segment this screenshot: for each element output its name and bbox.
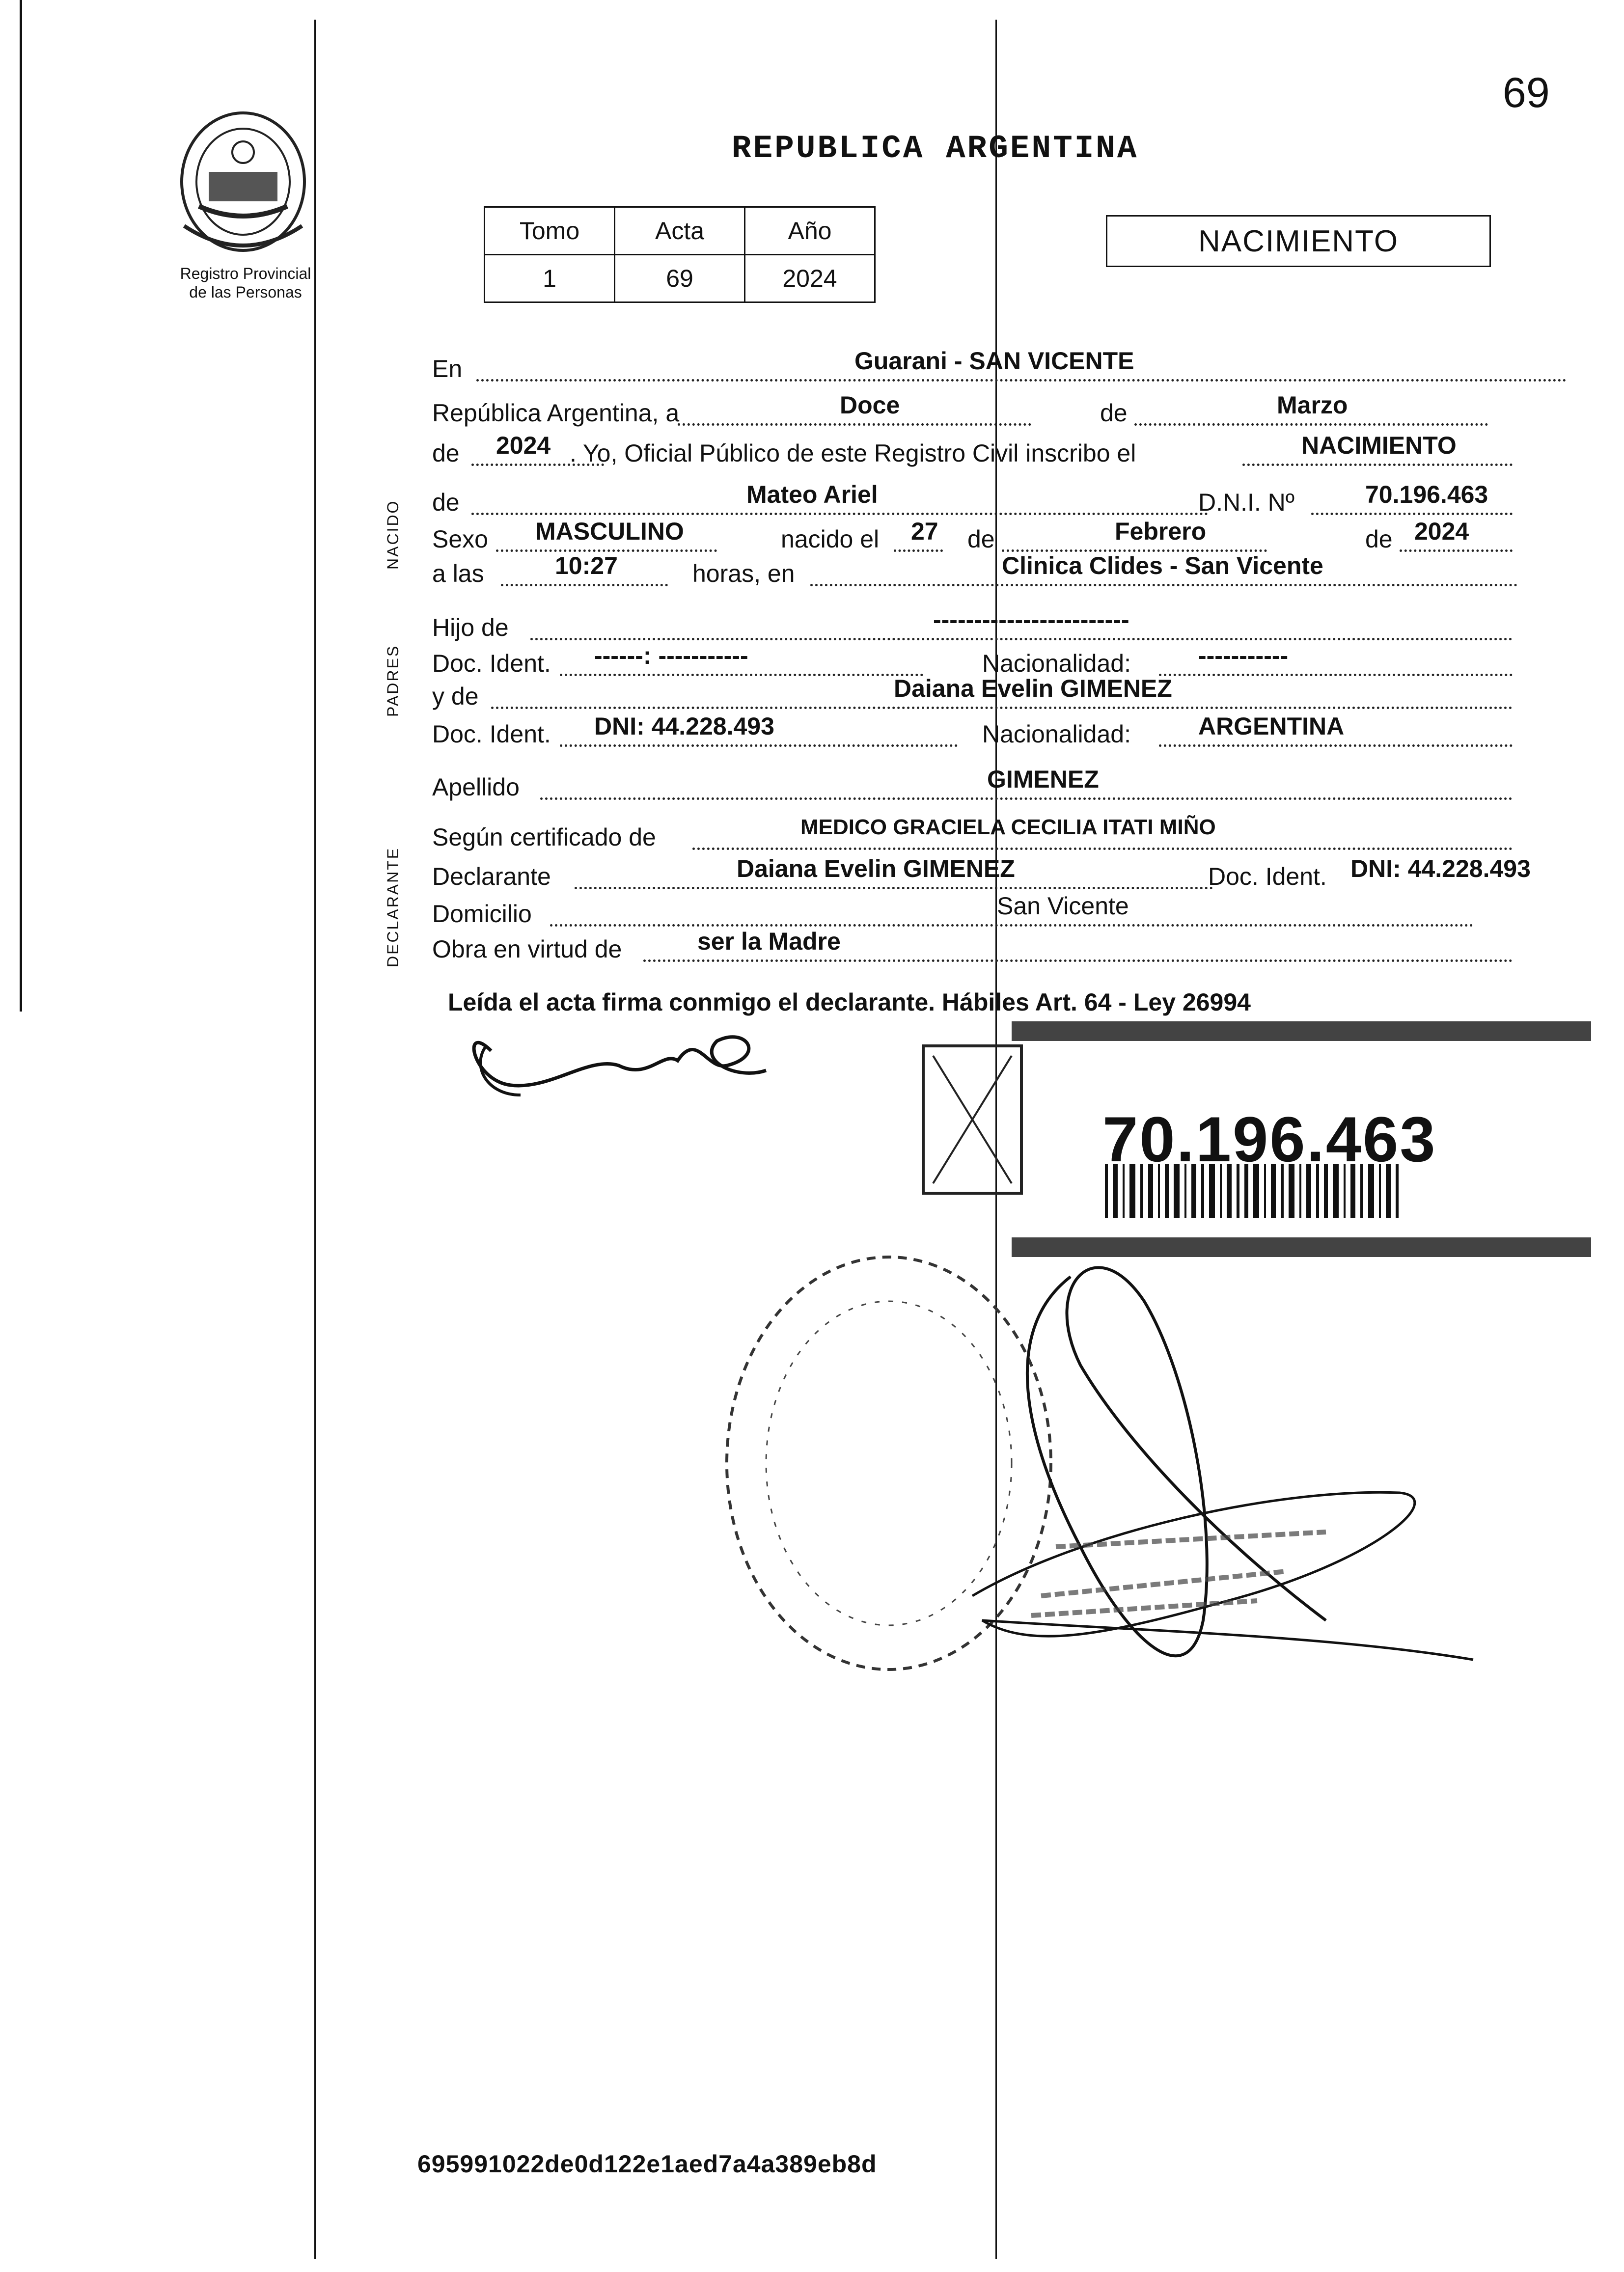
- document-hash: 695991022de0d122e1aed7a4a389eb8d: [417, 2150, 877, 2178]
- label-de-mes-nac: de: [967, 525, 995, 553]
- label-de-mes: de: [1100, 399, 1128, 427]
- value-apellido: GIMENEZ: [987, 766, 1099, 793]
- value-nombre: Mateo Ariel: [746, 481, 878, 508]
- value-mes: Marzo: [1277, 391, 1348, 419]
- label-y-de: y de: [432, 683, 479, 710]
- registry-stamp-icon: [727, 1257, 1051, 1670]
- value-tipo: NACIMIENTO: [1301, 432, 1457, 459]
- label-doc-ident-declarante: Doc. Ident.: [1208, 863, 1327, 890]
- value-anio-nac: 2024: [1414, 518, 1469, 545]
- label-dni: D.N.I. Nº: [1198, 489, 1295, 516]
- table-value-anio: 2024: [745, 255, 875, 302]
- value-madre-nac: ARGENTINA: [1198, 712, 1345, 740]
- label-segun: Según certificado de: [432, 823, 656, 851]
- value-dia: Doce: [840, 391, 900, 419]
- value-padre-nac: -----------: [1198, 642, 1289, 669]
- value-anio: 2024: [496, 432, 551, 459]
- value-mes-nac: Febrero: [1115, 518, 1207, 545]
- label-declarante: Declarante: [432, 863, 551, 890]
- label-de-anio: de: [432, 439, 460, 467]
- label-nacido-el: nacido el: [781, 525, 880, 553]
- value-padre-doc: ------: -----------: [594, 642, 748, 669]
- table-value-tomo: 1: [485, 255, 615, 302]
- side-label-declarante: DECLARANTE: [384, 847, 402, 967]
- page-number: 69: [1503, 69, 1550, 116]
- table-header-tomo: Tomo: [485, 207, 615, 255]
- label-nacionalidad-padre: Nacionalidad:: [982, 650, 1131, 677]
- value-madre-doc: DNI: 44.228.493: [594, 712, 774, 740]
- label-hijo-de: Hijo de: [432, 614, 509, 641]
- value-lugar-nac: Clinica Clides - San Vicente: [1002, 552, 1323, 579]
- closing-statement: Leída el acta firma conmigo el declarante. Hábiles Art. 64 - Ley 26994: [448, 988, 1251, 1016]
- label-a-las: a las: [432, 560, 484, 587]
- record-type-box: NACIMIENTO: [1106, 215, 1491, 267]
- document-title: REPUBLICA ARGENTINA: [732, 130, 1139, 167]
- side-label-nacido: NACIDO: [384, 499, 402, 570]
- label-doc-ident-madre: Doc. Ident.: [432, 720, 551, 748]
- label-de-nombre: de: [432, 489, 460, 516]
- label-sexo: Sexo: [432, 525, 488, 553]
- value-certificado: MEDICO GRACIELA CECILIA ITATI MIÑO: [800, 815, 1216, 839]
- side-label-padres: PADRES: [384, 644, 402, 717]
- label-nacionalidad-madre: Nacionalidad:: [982, 720, 1131, 748]
- declarant-signature-icon: [474, 1037, 766, 1086]
- value-domicilio: San Vicente: [997, 892, 1129, 920]
- registry-label: Registro Provincial de las Personas: [180, 265, 311, 301]
- value-padre: ------------------------: [933, 606, 1129, 633]
- label-apellido: Apellido: [432, 773, 520, 801]
- label-horas-en: horas, en: [692, 560, 795, 587]
- label-doc-ident-padre: Doc. Ident.: [432, 650, 551, 677]
- label-republica: República Argentina, a: [432, 399, 680, 427]
- value-madre: Daiana Evelin GIMENEZ: [894, 675, 1172, 702]
- label-en: En: [432, 355, 463, 383]
- table-header-anio: Año: [745, 207, 875, 255]
- label-de-anio-nac: de: [1365, 525, 1393, 553]
- value-declarante-doc: DNI: 44.228.493: [1350, 855, 1531, 882]
- value-dia-nac: 27: [911, 518, 938, 545]
- label-obra: Obra en virtud de: [432, 935, 622, 963]
- table-header-acta: Acta: [615, 207, 745, 255]
- value-sexo: MASCULINO: [535, 518, 684, 545]
- value-hora: 10:27: [555, 552, 618, 579]
- value-declarante: Daiana Evelin GIMENEZ: [737, 855, 1015, 882]
- value-dni: 70.196.463: [1365, 481, 1488, 508]
- official-signature-icon: [1027, 1267, 1326, 1656]
- dni-sticker-number: 70.196.463: [1102, 1103, 1437, 1175]
- label-domicilio: Domicilio: [432, 900, 532, 928]
- table-value-acta: 69: [615, 255, 745, 302]
- value-virtud: ser la Madre: [697, 928, 841, 955]
- value-lugar: Guarani - SAN VICENTE: [854, 347, 1134, 375]
- label-yo: . Yo, Oficial Público de este Registro Civil inscribo el: [570, 439, 1136, 467]
